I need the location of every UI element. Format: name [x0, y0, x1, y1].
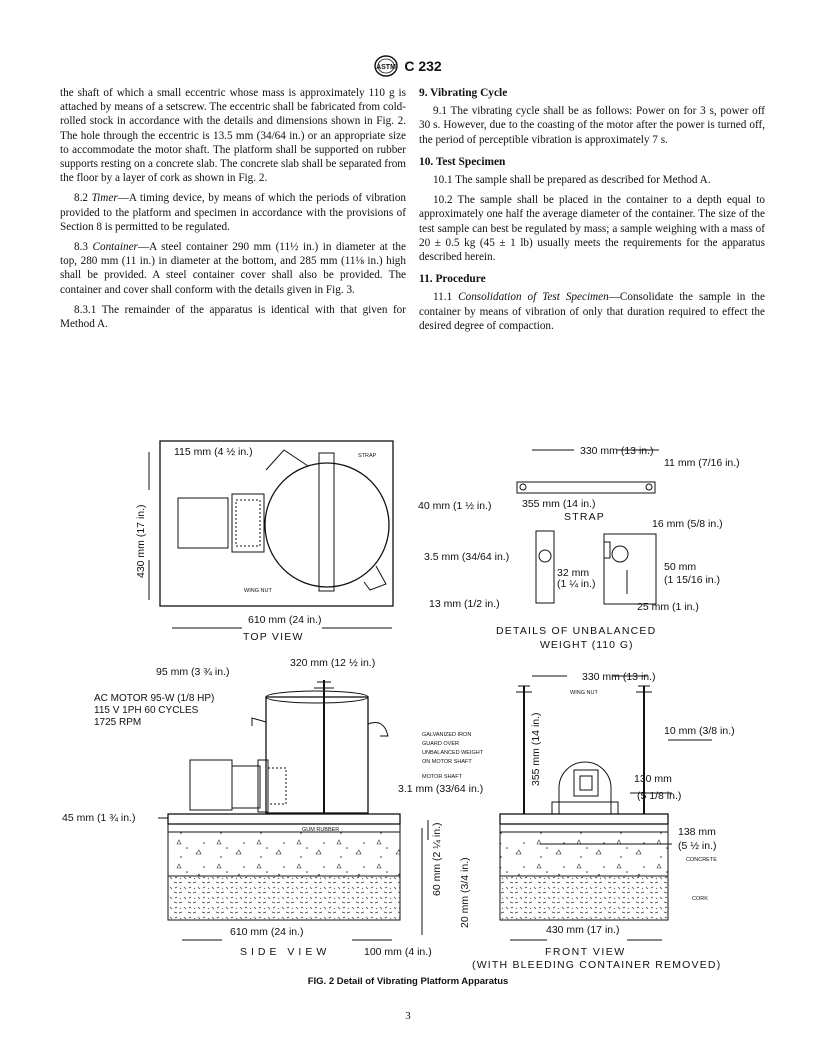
label-wing-nut-top: WING NUT: [244, 588, 272, 594]
dim-330mm-strap: 330 mm (13 in.): [580, 445, 654, 457]
dim-115mm: 115 mm (4 ½ in.): [174, 446, 253, 458]
section-number: 8.2: [74, 192, 88, 205]
label-strap-top: STRAP: [358, 453, 377, 459]
strap-bar: [517, 482, 655, 493]
motor-spec-2: 115 V 1PH 60 CYCLES: [94, 705, 199, 716]
section-number: 11.1: [433, 291, 453, 304]
dim-355mm-strap: 355 mm (14 in.): [522, 498, 596, 510]
gum-rubber-label: GUM RUBBER: [302, 827, 340, 833]
weight-side-view: [536, 531, 554, 603]
page-number: 3: [405, 1010, 411, 1022]
left-column: [60, 86, 406, 337]
side-view-cork: [168, 876, 400, 920]
dim-355mm-front: 355 mm (14 in.): [530, 712, 542, 786]
dim-11mm: 11 mm (7/16 in.): [664, 457, 740, 469]
top-view-platform: [160, 441, 393, 606]
dim-610mm-side: 610 mm (24 in.): [230, 926, 304, 938]
figure-caption: FIG. 2 Detail of Vibrating Platform Apparatus: [307, 976, 509, 987]
paragraph-8-2: [60, 191, 406, 234]
front-view-concrete: [500, 832, 668, 876]
term-container: Container: [92, 241, 138, 254]
dim-13mm: 13 mm (1/2 in.): [429, 598, 500, 610]
side-view-platform: [168, 814, 400, 824]
side-view: [158, 680, 428, 940]
dim-25mm: 25 mm (1 in.): [637, 601, 699, 613]
paragraph-10-1: 10.1 The sample shall be prepared as described for Method A.: [433, 174, 711, 187]
side-view-container-handle: [368, 723, 388, 737]
top-view-title: TOP VIEW: [243, 631, 304, 643]
top-view-container: [265, 463, 389, 587]
dim-138mm-inches: (5 ½ in.): [678, 840, 717, 852]
label-wing-nut-front: WING NUT: [570, 690, 598, 696]
right-column: [419, 86, 765, 339]
side-view-gum-rubber: [168, 824, 400, 832]
dim-10mm: 10 mm (3/8 in.): [664, 725, 735, 737]
paragraph-text: —A steel container 290 mm (11½ in.) in diameter at the top, 280 mm (11 in.) in diameter at the bottom, and 285 mm (11⅛ in.) high shall be provided. A steel container cover shall also be provided. The container and cover shall conform with the details given in Fig. 3.: [60, 241, 406, 296]
dim-320mm: 320 mm (12 ½ in.): [290, 657, 376, 669]
weight-front-view: [604, 534, 656, 604]
concrete-label: CONCRETE: [686, 857, 717, 863]
paragraph-8-3-1: 8.3.1 The remainder of the apparatus is identical with that given for Method A.: [60, 303, 406, 331]
top-view-motor-block: [232, 494, 264, 552]
dim-40mm: 40 mm (1 ½ in.): [418, 500, 492, 512]
dim-100mm: 100 mm (4 in.): [364, 946, 432, 958]
guard-label-2: GUARD OVER: [422, 741, 459, 747]
top-view-handle-left: [266, 450, 308, 470]
paragraph-11-1: [419, 290, 765, 333]
dim-60mm: 60 mm (2 ¼ in.): [431, 822, 443, 896]
front-view-platform: [500, 814, 668, 824]
term-consolidation: Consolidation of Test Specimen: [458, 291, 609, 304]
dim-95mm: 95 mm (3 ¾ in.): [156, 666, 230, 678]
dim-16mm: 16 mm (5/8 in.): [652, 518, 723, 530]
dim-430mm-top: 430 mm (17 in.): [135, 504, 147, 578]
dim-3-1mm: 3.1 mm (33/64 in.): [398, 783, 484, 795]
motor-spec-3: 1725 RPM: [94, 717, 142, 728]
paragraph-10-2: 10.2 The sample shall be placed in the container to a depth equal to approximately one half the average diameter of the container. The size of the test sample can best be regulated by mass; a sample weighing with a mass of 20 ± 0.5 kg (45 ± 1 lb) usually meets the requirements for the apparatus described herein.: [419, 194, 765, 264]
dim-130mm: 130 mm: [634, 773, 672, 785]
front-view-title: FRONT VIEW: [545, 946, 626, 958]
side-view-concrete: [168, 832, 400, 876]
section-9-heading: 9. Vibrating Cycle: [419, 87, 508, 99]
figure-2-drawing: [52, 430, 772, 978]
guard-label-3: UNBALANCED WEIGHT: [422, 750, 484, 756]
paragraph-9-1: 9.1 The vibrating cycle shall be as follows: Power on for 3 s, power off 30 s. However, due to the coasting of the motor after the power is turned off, the period of perceptible vibration is approximately 7 s.: [419, 105, 765, 146]
section-10-heading: 10. Test Specimen: [419, 155, 506, 168]
dim-45mm: 45 mm (1 ¾ in.): [62, 812, 136, 824]
standard-designation: C 232: [404, 58, 442, 74]
astm-logo-icon: [374, 55, 398, 77]
dim-430mm-front: 430 mm (17 in.): [546, 924, 620, 936]
dim-138mm: 138 mm: [678, 826, 716, 838]
label-strap-detail: STRAP: [564, 511, 606, 523]
paragraph-8-3: [60, 240, 406, 297]
dim-330mm-front: 330 mm (13 in.): [582, 671, 656, 683]
page-header: [0, 54, 816, 78]
paragraph-8-1-continued: the shaft of which a small eccentric whose mass is approximately 110 g is attached by means of a setscrew. The eccentric shall be fabricated from cold-rolled stock in accordance with the details and dimensions shown in Fig. 2. The hole through the eccentric is 13.5 mm (34/64 in.) or an appropriate size to accommodate the motor shaft. The platform shall be supported on rubber supports resting on a concrete slab. The concrete slab shall be separated from the floor by a layer of cork as shown in Fig. 2.: [60, 87, 406, 185]
guard-label-1: GALVANIZED IRON: [422, 732, 472, 738]
dim-20mm: 20 mm (3/4 in.): [459, 857, 471, 928]
motor-shaft-label: MOTOR SHAFT: [422, 774, 462, 780]
unbalanced-weight-title: DETAILS OF UNBALANCED: [496, 625, 657, 637]
paragraph-text: —Consolidate the sample in the container by means of vibration of only that duration required to effect the desired degree of compaction.: [419, 291, 765, 332]
section-number: 8.3: [74, 241, 88, 254]
guard-label-4: ON MOTOR SHAFT: [422, 759, 472, 765]
dim-50mm: 50 mm: [664, 561, 697, 573]
cork-label: CORK: [692, 896, 708, 902]
side-view-motor: [190, 760, 232, 810]
dim-610mm-top: 610 mm (24 in.): [248, 614, 322, 626]
section-11-heading: 11. Procedure: [419, 273, 486, 286]
top-view-strap: [319, 453, 334, 591]
top-view: [149, 441, 393, 628]
top-view-handle-right: [364, 566, 386, 590]
svg-text:ASTM: ASTM: [376, 64, 397, 71]
dim-32mm-inches: (1 ¼ in.): [557, 578, 596, 590]
unbalanced-weight-detail: [536, 531, 656, 604]
front-view-subtitle: (WITH BLEEDING CONTAINER REMOVED): [472, 959, 722, 971]
side-view-container: [266, 697, 368, 813]
dim-50mm-inches: (1 15/16 in.): [664, 574, 721, 586]
dim-32mm: 32 mm: [557, 567, 590, 579]
dim-130mm-inches: (5 1/8 in.): [637, 790, 682, 802]
figure-svg: [52, 430, 772, 978]
dim-3-5mm: 3.5 mm (34/64 in.): [424, 551, 510, 563]
motor-spec-1: AC MOTOR 95-W (1/8 HP): [94, 693, 215, 704]
unbalanced-weight-subtitle: WEIGHT (110 G): [540, 639, 634, 651]
front-view-cork: [500, 876, 668, 920]
paragraph-text: —A timing device, by means of which the periods of vibration provided to the platform and specimen in accordance with the provisions of Section 8 is permitted to be regulated.: [60, 192, 407, 233]
term-timer: Timer: [91, 192, 118, 205]
side-view-title: SIDE VIEW: [240, 946, 331, 958]
top-view-motor: [178, 498, 228, 548]
